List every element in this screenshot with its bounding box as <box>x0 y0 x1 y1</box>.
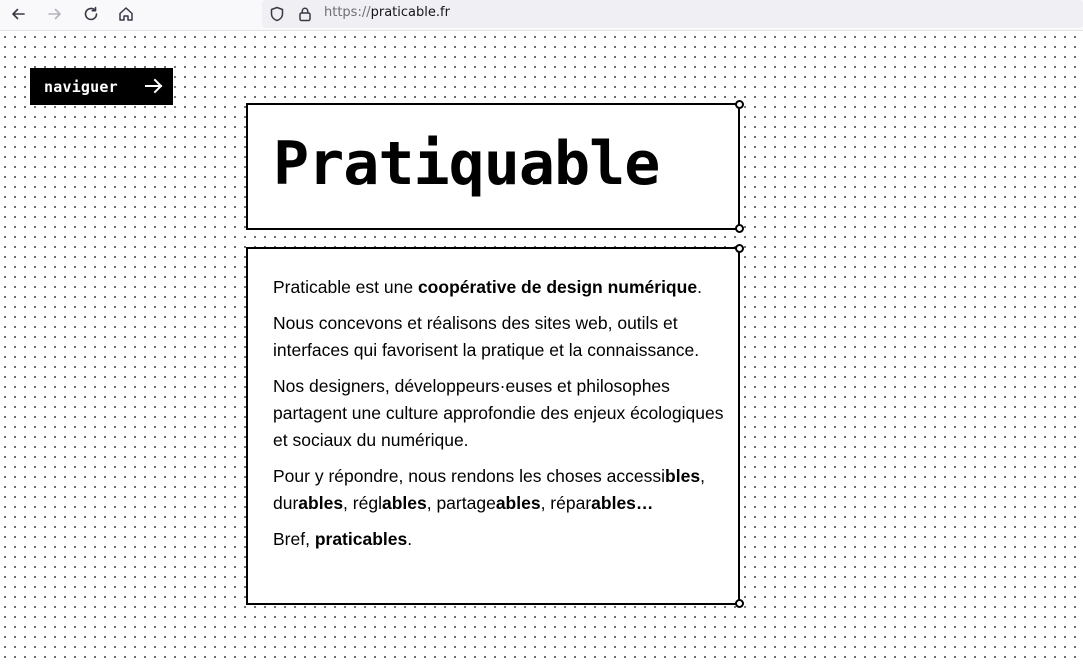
reload-button[interactable] <box>77 2 105 26</box>
forward-button[interactable] <box>41 2 69 26</box>
intro-paragraph-3: Nos designers, développeurs·euses et philosophes partagent une culture approfondie des enjeux écologiques et sociaux du numérique. <box>273 376 724 450</box>
emphasis: praticables <box>314 529 408 549</box>
text: Pour y répondre, nous rendons les choses <box>273 466 607 486</box>
home-button[interactable] <box>112 2 140 26</box>
text: répar <box>550 493 592 513</box>
url-text[interactable] <box>324 5 450 20</box>
url-host: praticable.fr <box>370 5 450 20</box>
title-card <box>246 103 740 230</box>
navigate-button-label: naviguer <box>44 77 118 96</box>
intro-paragraph-5 <box>273 526 728 553</box>
arrow-right-icon <box>145 78 163 94</box>
text: partage <box>436 493 496 513</box>
page <box>0 32 1083 666</box>
arrow-right-icon <box>46 5 64 23</box>
emphasis: ables <box>495 493 541 513</box>
intro-card <box>246 247 740 605</box>
reload-icon <box>82 5 100 23</box>
navigate-button[interactable] <box>30 68 173 105</box>
emphasis: bles <box>665 466 701 486</box>
lock-icon[interactable] <box>296 5 314 23</box>
text: Praticable est une <box>273 277 418 297</box>
corner-handle <box>735 224 744 233</box>
text: Bref, <box>273 529 315 549</box>
address-bar[interactable] <box>262 0 1083 28</box>
arrow-left-icon <box>9 5 27 23</box>
corner-handle <box>735 244 744 253</box>
text: dur <box>273 493 299 513</box>
intro-paragraph-4: Pour y répondre, nous rendons les choses accessibles, durables, réglables, partageables, réparables… <box>273 466 705 513</box>
site-title: Pratiquable <box>273 129 660 199</box>
corner-handle <box>735 100 744 109</box>
emphasis: ables <box>298 493 344 513</box>
home-icon <box>117 5 135 23</box>
shield-icon[interactable] <box>268 5 286 23</box>
browser-toolbar <box>0 0 1083 31</box>
back-button[interactable] <box>4 2 32 26</box>
url-scheme: https:// <box>324 5 371 20</box>
emphasis: ables <box>381 493 427 513</box>
intro-paragraph-2: Nous concevons et réalisons des sites web, outils et interfaces qui favorisent la pratique et la connaissance. <box>273 313 700 360</box>
text: . <box>407 529 413 549</box>
intro-text <box>273 274 728 562</box>
emphasis: coopérative de design numérique <box>417 277 698 297</box>
text: régl <box>352 493 382 513</box>
text: . <box>697 277 702 297</box>
emphasis: ables… <box>591 493 654 513</box>
intro-paragraph-1 <box>273 274 728 301</box>
corner-handle <box>735 599 744 608</box>
text: accessi <box>606 466 666 486</box>
